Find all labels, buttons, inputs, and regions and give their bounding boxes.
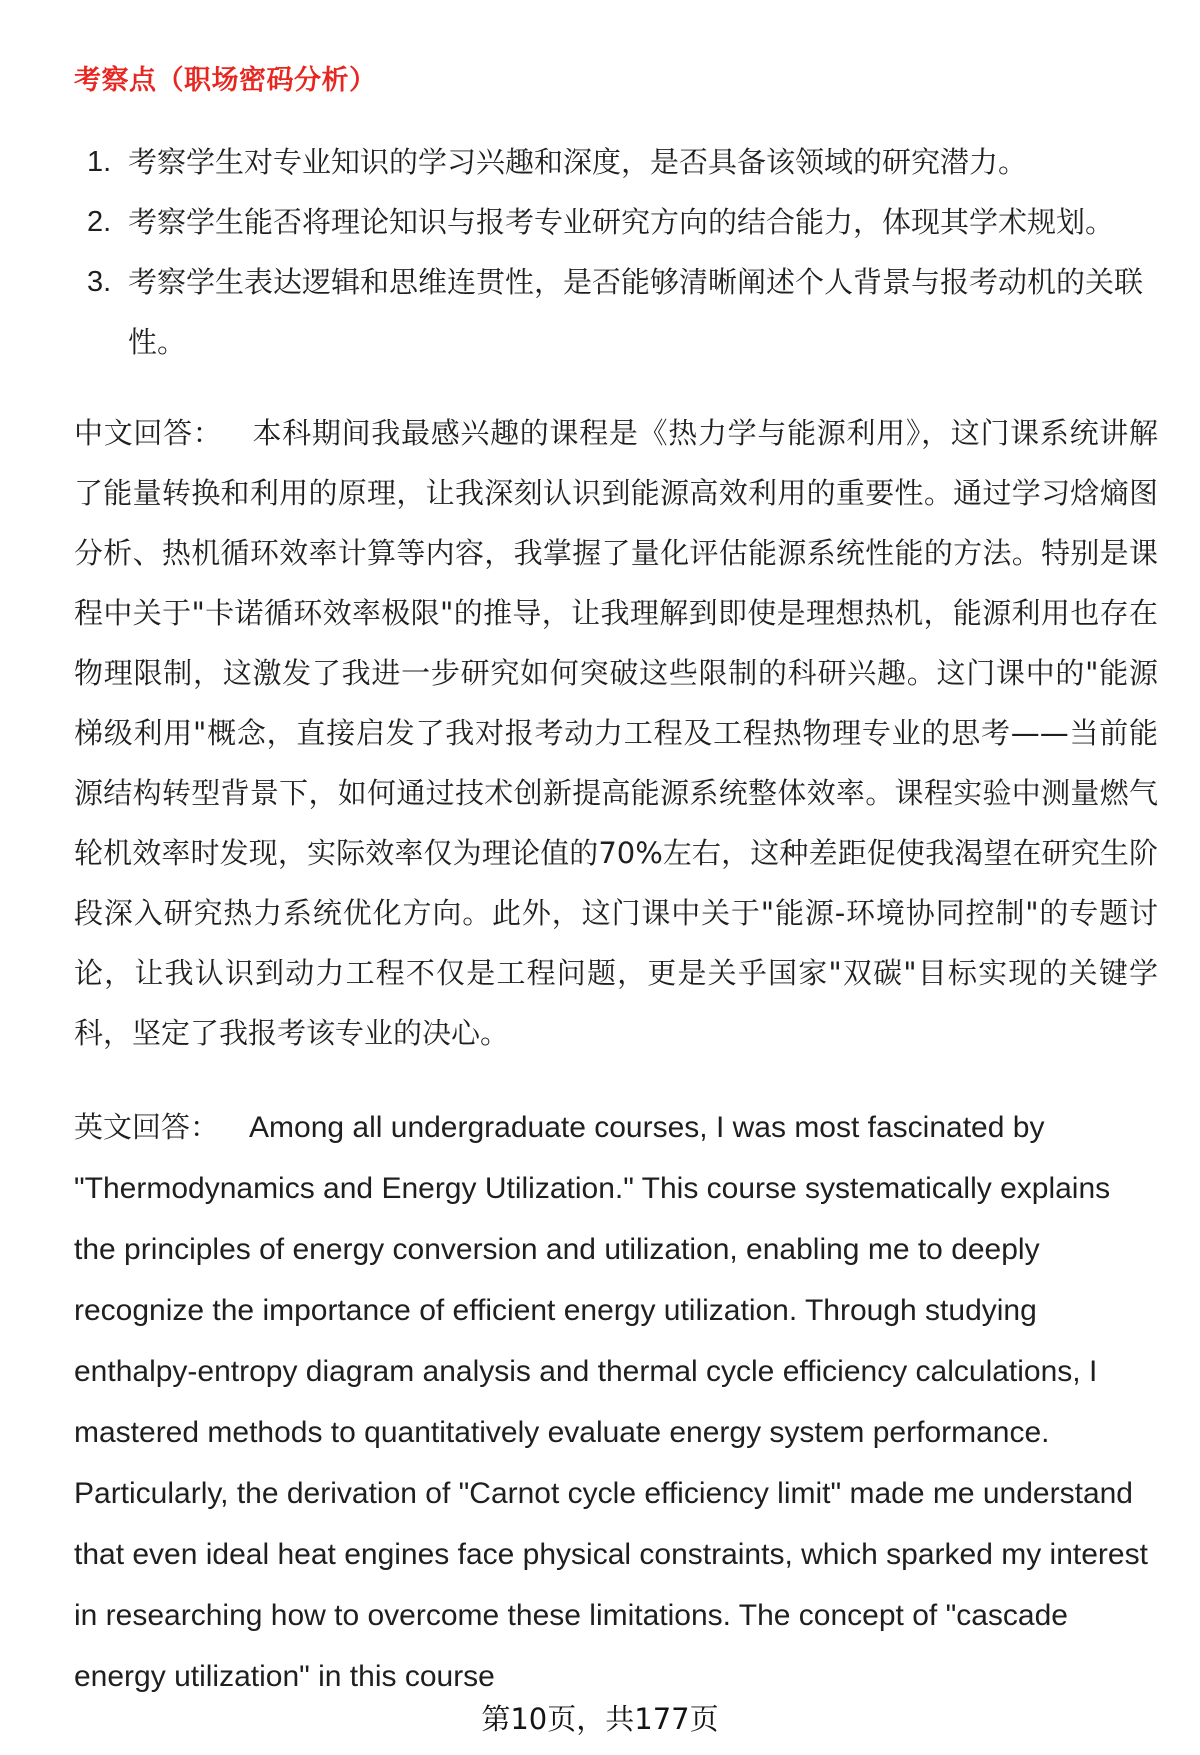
- list-item-text: 考察学生能否将理论知识与报考专业研究方向的结合能力，体现其学术规划。: [128, 205, 1115, 239]
- section-title: 考察点（职场密码分析）: [74, 65, 377, 96]
- list-item-number: 3.: [87, 266, 112, 298]
- assessment-points-list: [74, 132, 1158, 372]
- list-item: [74, 132, 1158, 192]
- list-item: [74, 192, 1158, 252]
- english-answer-text: Among all undergraduate courses, I was most fascinated by "Thermodynamics and Energy Utilization." This course systematically explains the principles of energy conversion and utilization, enabling me to deeply recognize the importance of efficient energy utilization. Through studying enthalpy-entropy diagram analysis and thermal cycle efficiency calculations, I mastered methods to quantitatively evaluate energy system performance. Particularly, the derivation of "Carnot cycle efficiency limit" made me understand that even ideal heat engines face physical constraints, which sparked my interest in researching how to overcome these limitations. The concept of "cascade energy utilization" in this course: [74, 1111, 1148, 1693]
- list-item-text: 考察学生表达逻辑和思维连贯性，是否能够清晰阐述个人背景与报考动机的关联性。: [128, 265, 1144, 359]
- list-item-text: 考察学生对专业知识的学习兴趣和深度，是否具备该领域的研究潜力。: [128, 145, 1028, 179]
- chinese-answer-text: 本科期间我最感兴趣的课程是《热力学与能源利用》，这门课系统讲解了能量转换和利用的原理，让我深刻认识到能源高效利用的重要性。通过学习焓熵图分析、热机循环效率计算等内容，我掌握了量化评估能源系统性能的方法。特别是课程中关于"卡诺循环效率极限"的推导，让我理解到即使是理想热机，能源利用也存在物理限制，这激发了我进一步研究如何突破这些限制的科研兴趣。这门课中的"能源梯级利用"概念，直接启发了我对报考动力工程及工程热物理专业的思考——当前能源结构转型背景下，如何通过技术创新提高能源系统整体效率。课程实验中测量燃气轮机效率时发现，实际效率仅为理论值的70%左右，这种差距促使我渴望在研究生阶段深入研究热力系统优化方向。此外，这门课中关于"能源-环境协同控制"的专题讨论，让我认识到动力工程不仅是工程问题，更是关乎国家"双碳"目标实现的关键学科，坚定了我报考该专业的决心。: [74, 416, 1158, 1050]
- english-answer-label: 英文回答：: [74, 1110, 220, 1144]
- list-item-number: 2.: [87, 206, 112, 238]
- list-item-number: 1.: [87, 146, 112, 178]
- list-item: [74, 252, 1158, 372]
- chinese-answer-label: 中文回答：: [74, 416, 223, 450]
- page-number-footer: 第10页，共177页: [0, 1697, 1200, 1741]
- english-answer-paragraph: [74, 1097, 1158, 1707]
- chinese-answer-paragraph: [74, 403, 1158, 1063]
